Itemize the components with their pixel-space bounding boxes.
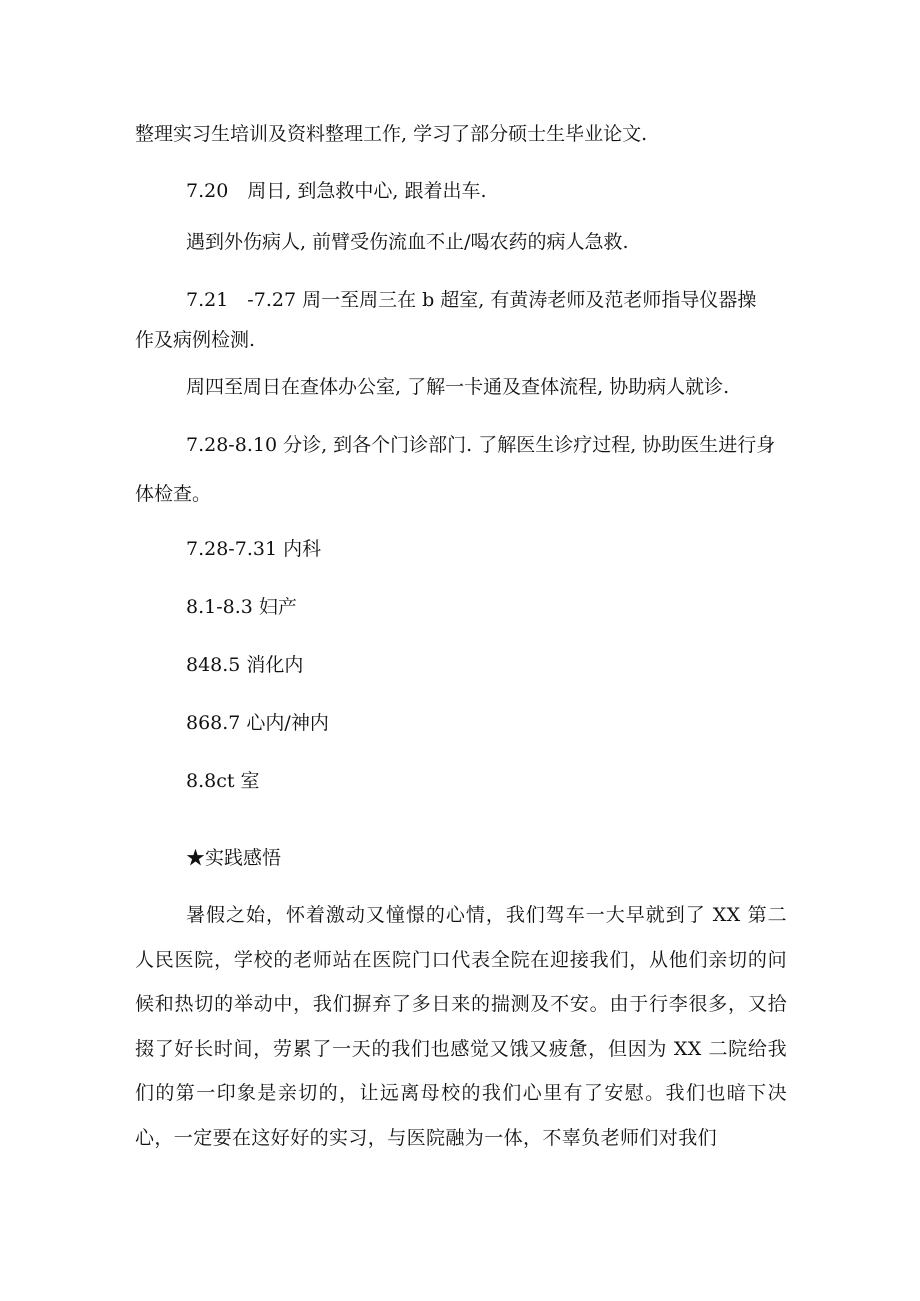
schedule-item-ct: 8.8ct 室 xyxy=(186,770,260,792)
text-line-thu-sun: 周四至周日在查体办公室, 了解一卡通及查体流程, 协助病人就诊. xyxy=(186,376,730,398)
section-heading: ★实践感悟 xyxy=(186,847,282,869)
schedule-item-cardio-neuro: 868.7 心内/神内 xyxy=(186,712,329,734)
schedule-item-obgyn: 8.1-8.3 妇产 xyxy=(186,596,297,618)
text-line-0720: 7.20 周日, 到急救中心, 跟着出车. xyxy=(186,180,487,202)
text-line-training: 整理实习生培训及资料整理工作, 学习了部分硕士生毕业论文. xyxy=(135,123,648,145)
text-line-0728: 7.28-8.10 分诊, 到各个门诊部门. 了解医生诊疗过程, 协助医生进行身 xyxy=(186,434,776,456)
text-line-0721: 7.21 -7.27 周一至周三在 b 超室, 有黄涛老师及范老师指导仪器操 xyxy=(186,289,757,311)
schedule-item-digestive: 848.5 消化内 xyxy=(186,654,304,676)
reflection-paragraph: 暑假之始，怀着激动又憧憬的心情，我们驾车一大早就到了 XX 第二人民医院，学校的老师站在医院门口代表全院在迎接我们，从他们亲切的问候和热切的举动中，我们摒弃了多日来的揣测及不安。由于行李很多，又拾掇了好长时间，劳累了一天的我们也感觉又饿又疲惫，但因为 XX 二院给我们的第一印象是亲切的，让远离母校的我们心里有了安慰。我们也暗下决心，一定要在这好好的实习，与医院融为一体，不辜负老师们对我们 xyxy=(135,904,787,1149)
text-line-0728-cont: 体检查。 xyxy=(135,483,212,505)
text-line-trauma: 遇到外伤病人, 前臂受伤流血不止/喝农药的病人急救. xyxy=(186,231,629,253)
text-line-0721-cont: 作及病例检测. xyxy=(135,329,256,351)
schedule-item-internal: 7.28-7.31 内科 xyxy=(186,538,322,560)
